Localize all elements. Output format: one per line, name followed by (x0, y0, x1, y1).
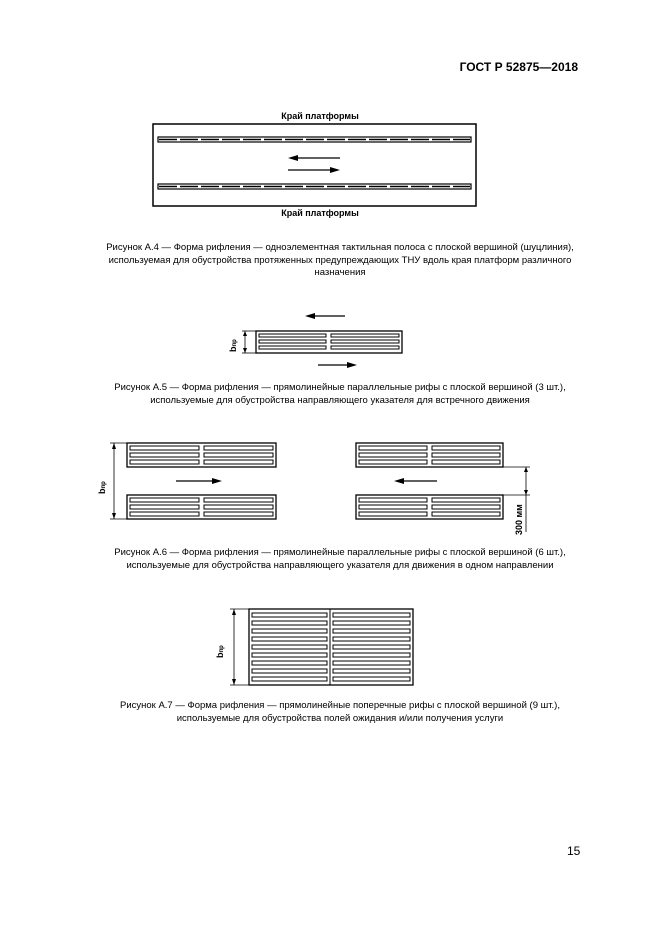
fig-a4-arrow-left (288, 155, 340, 161)
fig-a6-dim-label (97, 481, 107, 494)
rib (252, 677, 327, 681)
fig-a7-dim-label (215, 645, 225, 658)
caption-line: Рисунок А.4 — Форма рифления — одноэлементная тактильная полоса с плоской вершиной (шуцлиния), (106, 242, 574, 253)
rib (333, 613, 410, 617)
rib (333, 669, 410, 673)
fig-a5-dimension (242, 331, 256, 353)
fig-a4-top-strip (158, 137, 471, 142)
caption-line: используемые для обустройства полей ожидания и/или получения услуги (176, 712, 504, 724)
fig-a5-arrow-left (305, 313, 345, 319)
rib (333, 621, 410, 625)
rib (333, 629, 410, 633)
dim-subscript: пр (101, 481, 107, 489)
rib (252, 661, 327, 665)
rib (252, 629, 327, 633)
caption-line: используемые для обустройства направляющего указателя для движения в одном направлении (126, 559, 554, 571)
fig-a6-left-dimension (110, 443, 127, 519)
rib (333, 661, 410, 665)
fig-a4-arrow-right (288, 167, 340, 173)
fig-a6-left-arrow (176, 478, 222, 484)
rib (252, 669, 327, 673)
dim-symbol: b (97, 488, 107, 494)
dim-symbol: b (215, 652, 225, 658)
fig-a4-top-label: Край платформы (281, 111, 359, 121)
rib (252, 637, 327, 641)
caption-line: Рисунок А.6 — Форма рифления — прямолинейные параллельные рифы с плоской вершиной (6 шт.), (114, 547, 566, 558)
fig-a4-caption (60, 242, 620, 280)
rib (333, 653, 410, 657)
fig-a5-dim-label (228, 339, 238, 352)
fig-a6-caption (60, 547, 620, 572)
rib (333, 645, 410, 649)
rib (333, 637, 410, 641)
fig-a6-left-bottom-tile (127, 495, 276, 519)
fig-a7-tile (249, 609, 413, 685)
caption-line: Рисунок А.7 — Форма рифления — прямолинейные поперечные рифы с плоской вершиной (9 шт.), (119, 700, 560, 711)
caption-line: Рисунок А.5 — Форма рифления — прямолинейные параллельные рифы с плоской вершиной (3 шт.), (114, 382, 566, 393)
caption-line: назначения (314, 267, 366, 278)
fig-a4-bottom-label: Край платформы (281, 208, 359, 218)
rib (252, 653, 327, 657)
caption-line: используемые для обустройства направляющего указателя для встречного движения (150, 394, 530, 406)
fig-a4-bottom-strip (158, 184, 471, 189)
fig-a7-caption (60, 700, 620, 725)
dim-symbol: b (228, 346, 238, 352)
rib (252, 621, 327, 625)
fig-a5-arrow-right (318, 362, 357, 368)
fig-a6-right-bottom-tile (356, 495, 503, 519)
rib (333, 677, 410, 681)
fig-a5-caption (60, 382, 620, 407)
caption-line: используемая для обустройства протяженных предупреждающих ТНУ вдоль края платформ различного (108, 254, 572, 266)
fig-a6-left-top-tile (127, 443, 276, 467)
document-header: ГОСТ Р 52875—2018 (459, 60, 578, 74)
rib (252, 613, 327, 617)
fig-a7-dimension (230, 609, 249, 685)
fig-a5-tile (256, 331, 402, 353)
page-number: 15 (567, 844, 581, 858)
fig-a6-right-top-tile (356, 443, 503, 467)
fig-a6-right-arrow (394, 478, 437, 484)
rib (252, 645, 327, 649)
fig-a6-gap-label: 300 мм (514, 504, 524, 535)
dim-subscript: пр (232, 339, 238, 347)
dim-subscript: пр (219, 645, 225, 653)
